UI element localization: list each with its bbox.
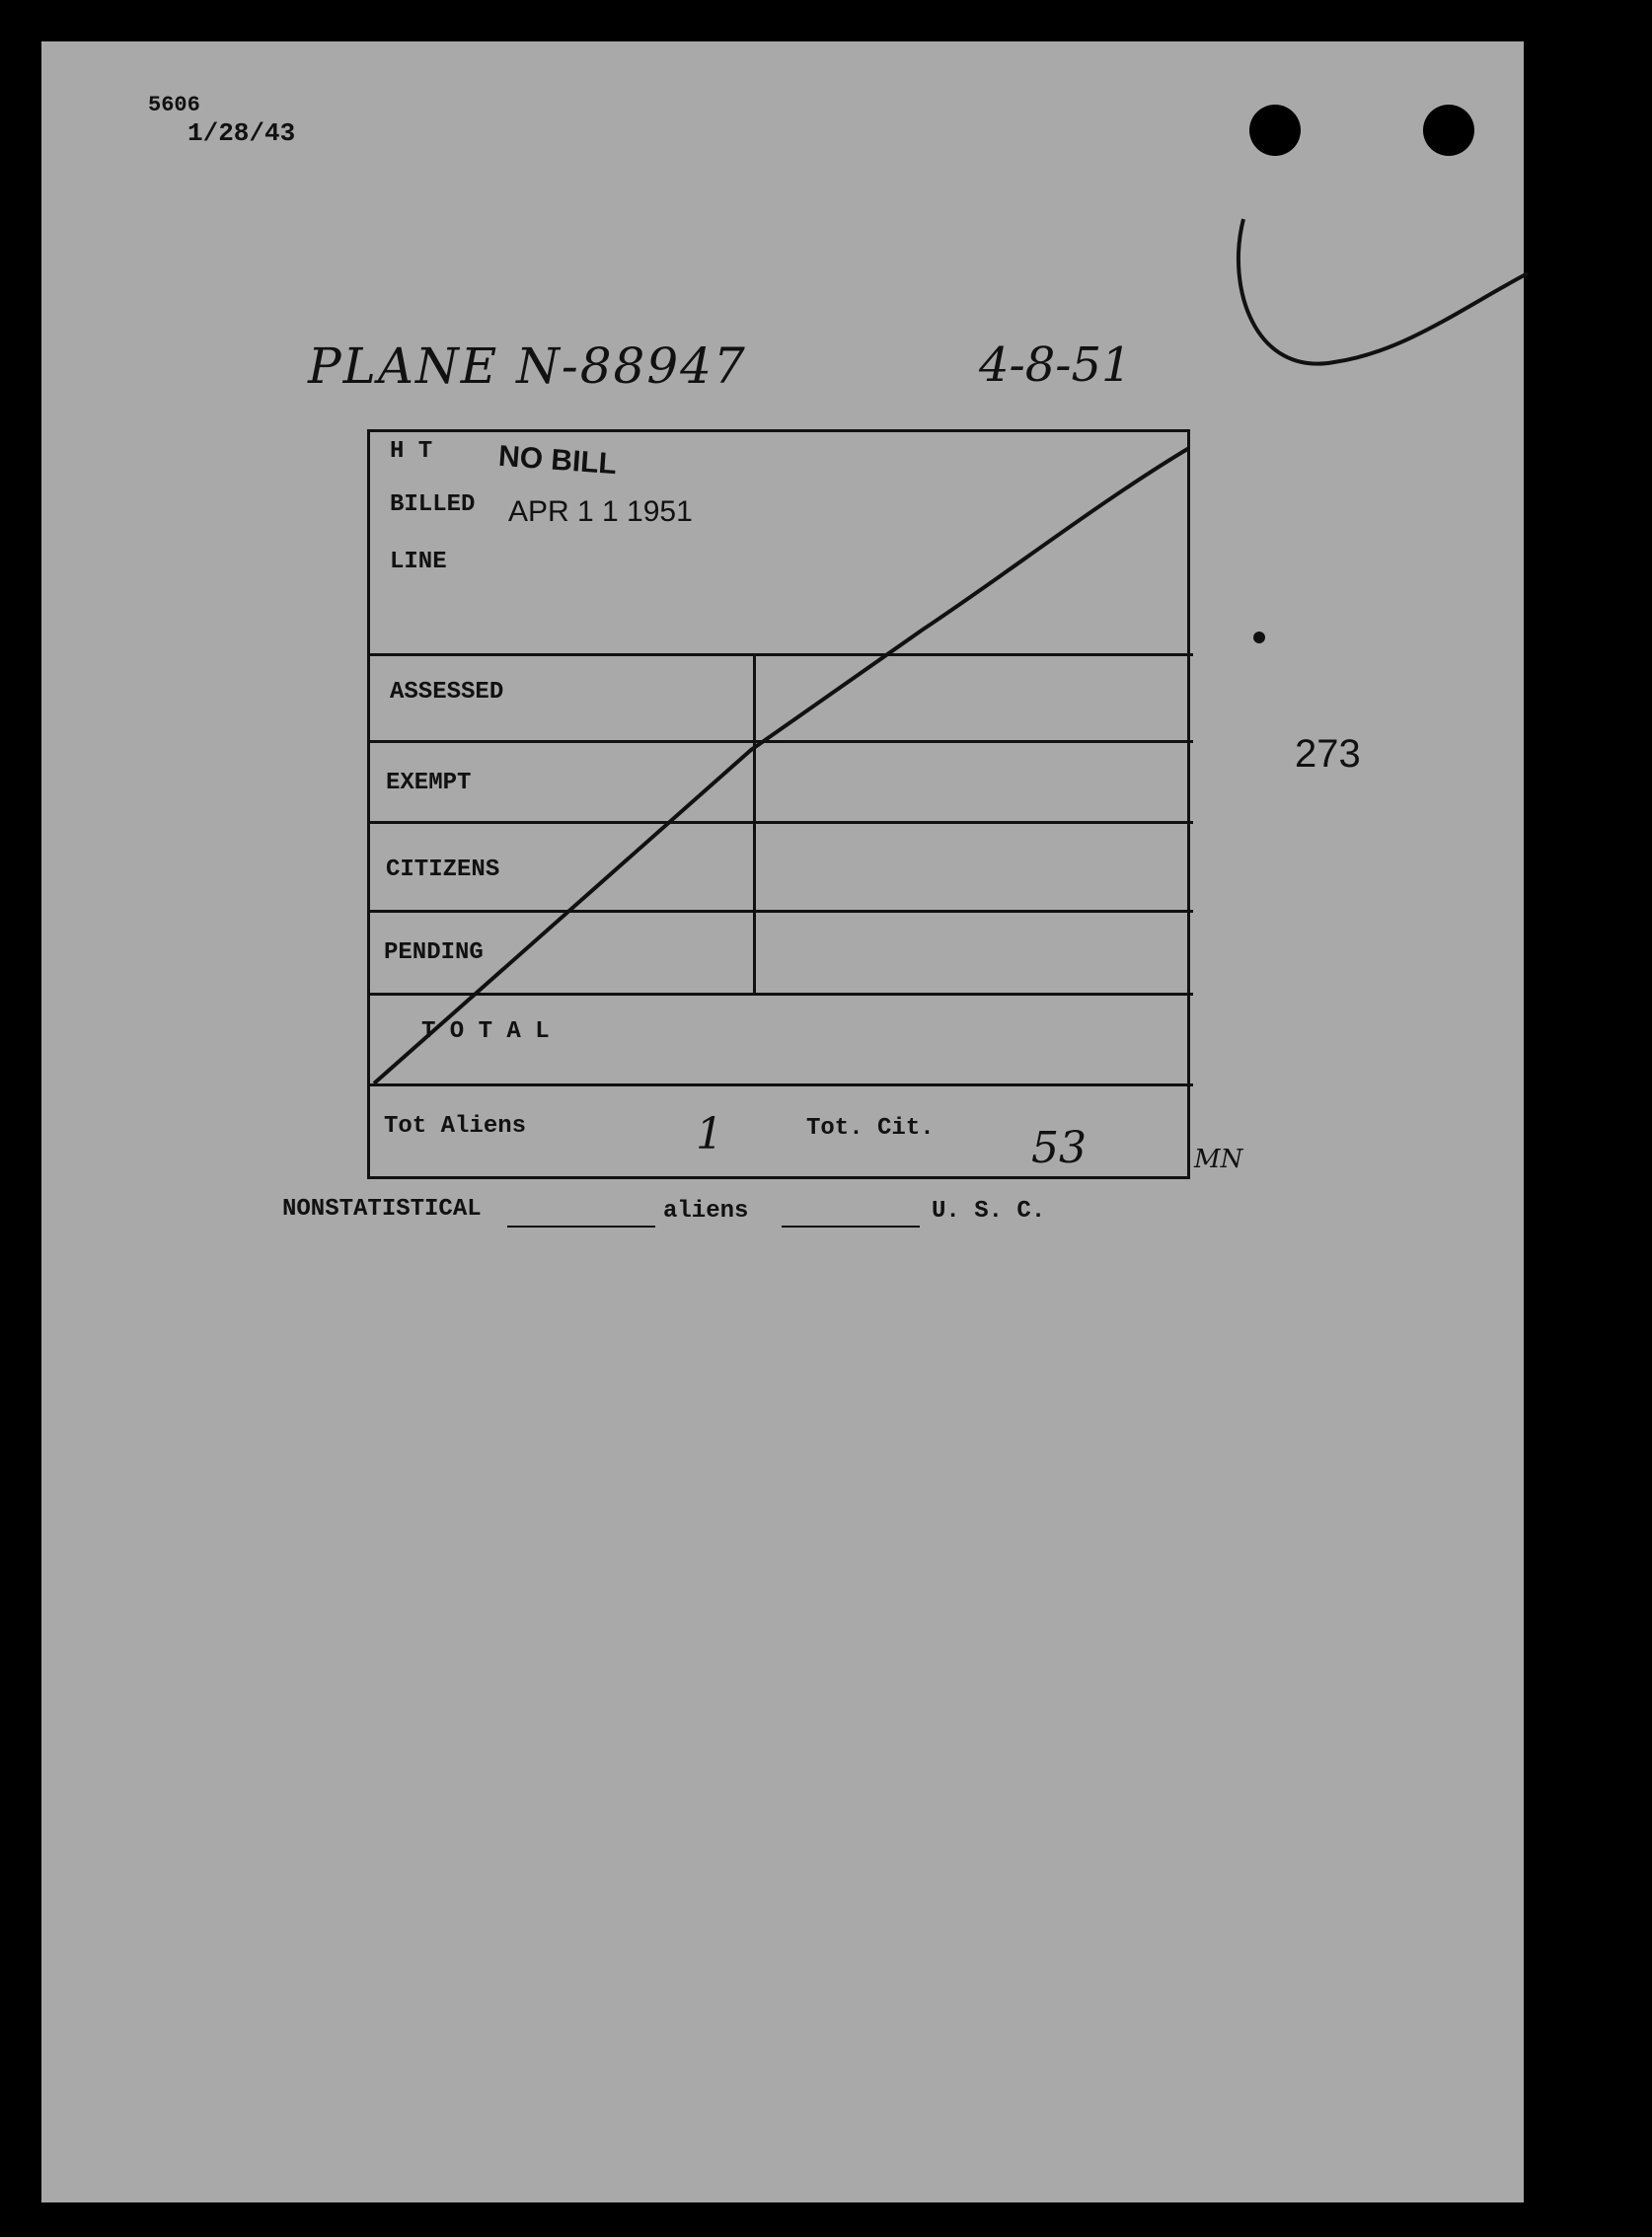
nonstatistical-blank xyxy=(507,1226,655,1228)
tot-cit-label: Tot. Cit. xyxy=(806,1115,935,1142)
row-label-citizens: CITIZENS xyxy=(386,857,500,883)
usc-label: U. S. C. xyxy=(932,1198,1046,1225)
aliens-label: aliens xyxy=(663,1198,749,1225)
file-date: 1/28/43 xyxy=(188,118,296,148)
document-page xyxy=(41,41,1524,2202)
cancellation-stroke xyxy=(370,432,1193,1182)
page-number: 273 xyxy=(1295,732,1361,776)
handwritten-tally: 1 xyxy=(696,1109,723,1159)
billed-label: BILLED xyxy=(390,491,476,518)
no-bill-stamp: NO BILL xyxy=(497,439,619,482)
file-number: 5606 xyxy=(148,93,200,117)
ink-dot xyxy=(1253,632,1265,643)
line-label: LINE xyxy=(390,549,447,575)
handwritten-plane-number: PLANE N-88947 xyxy=(308,337,747,395)
date-stamp: APR 1 1 1951 xyxy=(508,495,693,528)
row-label-exempt: EXEMPT xyxy=(386,770,472,796)
nonstatistical-label: NONSTATISTICAL xyxy=(282,1196,482,1223)
handwritten-count: 53 xyxy=(1031,1123,1087,1173)
handwritten-date: 4-8-51 xyxy=(979,337,1132,393)
handwritten-initials: MN xyxy=(1194,1145,1243,1174)
ht-label: H T xyxy=(390,438,433,465)
row-label-assessed: ASSESSED xyxy=(390,679,504,706)
punch-hole-right xyxy=(1423,105,1474,156)
aliens-blank xyxy=(782,1226,920,1228)
punch-hole-left xyxy=(1249,105,1301,156)
total-label: T O T A L xyxy=(421,1018,550,1045)
handwritten-curve xyxy=(1196,180,1532,387)
tot-aliens-label: Tot Aliens xyxy=(384,1113,527,1140)
manifest-form-box xyxy=(367,429,1190,1179)
row-label-pending: PENDING xyxy=(384,939,484,966)
